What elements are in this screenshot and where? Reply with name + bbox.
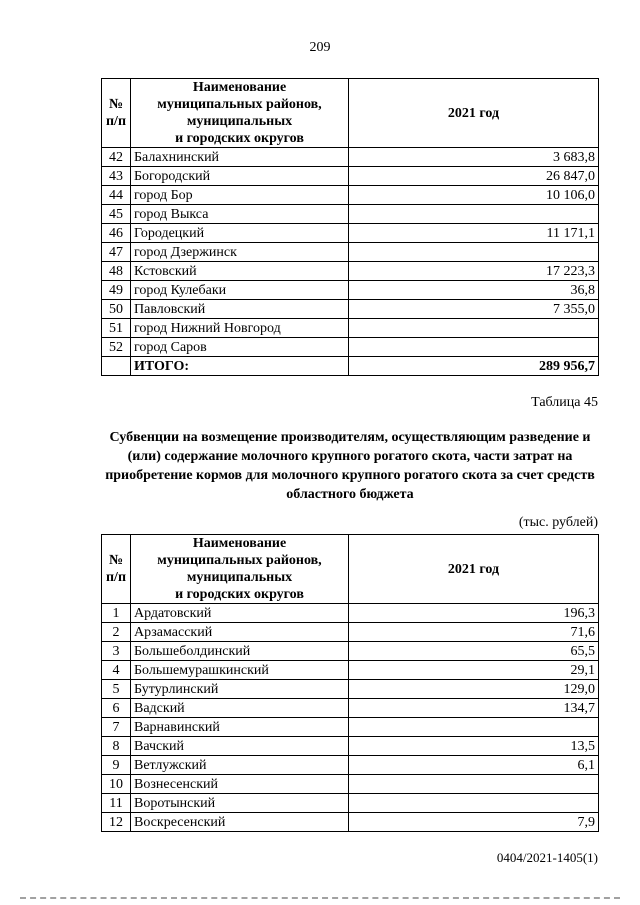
row-value: 6,1 [349,756,599,775]
row-number: 44 [102,186,131,205]
row-value: 11 171,1 [349,224,599,243]
table-body [102,604,599,832]
table-row [102,205,599,224]
row-number: 50 [102,300,131,319]
table-row [102,148,599,167]
table-row [102,167,599,186]
total-label: ИТОГО: [131,357,349,376]
row-value: 17 223,3 [349,262,599,281]
row-name: Варнавинский [131,718,349,737]
row-number: 1 [102,604,131,623]
row-name: город Выкса [131,205,349,224]
table-row [102,775,599,794]
subsidy-table-continued [101,78,599,376]
row-name: город Кулебаки [131,281,349,300]
section-title: Субвенции на возмещение производителям, осуществляющим разведение и (или) содержание молочного крупного рогатого скота, части затрат на приобретение кормов для молочного крупного рогатого скота за счет средств областного бюджета [105,430,595,502]
row-value: 71,6 [349,623,599,642]
header-number: № п/п [102,79,131,148]
row-name: Большемурашкинский [131,661,349,680]
row-name: Бутурлинский [131,680,349,699]
row-value: 7,9 [349,813,599,832]
row-name: Богородский [131,167,349,186]
row-value [349,794,599,813]
row-value [349,775,599,794]
row-name: Вознесенский [131,775,349,794]
row-number: 4 [102,661,131,680]
row-name: Арзамасский [131,623,349,642]
page-number: 209 [309,40,331,55]
table-row [102,794,599,813]
row-name: город Саров [131,338,349,357]
table-row [102,262,599,281]
header-year: 2021 год [349,79,599,148]
table-row [102,813,599,832]
row-name: Вадский [131,699,349,718]
table-row [102,604,599,623]
row-value: 13,5 [349,737,599,756]
row-value: 29,1 [349,661,599,680]
table-row [102,642,599,661]
table-caption: Таблица 45 [531,395,598,410]
row-value [349,718,599,737]
row-name: Ветлужский [131,756,349,775]
row-value [349,319,599,338]
header-number: № п/п [102,535,131,604]
table-row [102,756,599,775]
subsidy-table-45 [101,534,599,832]
row-value [349,205,599,224]
row-number: 45 [102,205,131,224]
row-number: 6 [102,699,131,718]
row-number: 43 [102,167,131,186]
row-value: 36,8 [349,281,599,300]
row-value: 129,0 [349,680,599,699]
row-name: Воротынский [131,794,349,813]
row-number: 52 [102,338,131,357]
row-value: 7 355,0 [349,300,599,319]
row-number: 5 [102,680,131,699]
header-name: Наименование муниципальных районов, муниципальных и городских округов [131,79,349,148]
row-number: 3 [102,642,131,661]
table-row [102,680,599,699]
row-number: 51 [102,319,131,338]
row-number: 12 [102,813,131,832]
row-number: 7 [102,718,131,737]
row-name: Большеболдинский [131,642,349,661]
row-number: 49 [102,281,131,300]
row-name: Кстовский [131,262,349,281]
row-number: 48 [102,262,131,281]
table-body [102,148,599,376]
row-value: 10 106,0 [349,186,599,205]
table-row [102,661,599,680]
table-row [102,224,599,243]
table-row [102,338,599,357]
row-number: 10 [102,775,131,794]
unit-label: (тыс. рублей) [518,515,598,530]
total-number [102,357,131,376]
row-name: Вачский [131,737,349,756]
row-name: город Дзержинск [131,243,349,262]
row-value: 26 847,0 [349,167,599,186]
row-value [349,338,599,357]
row-number: 46 [102,224,131,243]
table-row [102,623,599,642]
table-row [102,243,599,262]
table-row [102,281,599,300]
row-value: 134,7 [349,699,599,718]
row-name: город Бор [131,186,349,205]
row-name: Городецкий [131,224,349,243]
table-header-row [102,79,599,148]
row-number: 11 [102,794,131,813]
table-row [102,737,599,756]
row-value: 196,3 [349,604,599,623]
row-name: Ардатовский [131,604,349,623]
scan-edge-line [20,897,620,902]
total-value: 289 956,7 [349,357,599,376]
row-number: 8 [102,737,131,756]
table-row [102,319,599,338]
row-number: 9 [102,756,131,775]
row-name: город Нижний Новгород [131,319,349,338]
row-value: 65,5 [349,642,599,661]
table-header-row [102,535,599,604]
table-row [102,699,599,718]
row-number: 47 [102,243,131,262]
header-year: 2021 год [349,535,599,604]
row-name: Павловский [131,300,349,319]
row-name: Воскресенский [131,813,349,832]
row-number: 2 [102,623,131,642]
row-number: 42 [102,148,131,167]
total-row [102,357,599,376]
row-value: 3 683,8 [349,148,599,167]
table-row [102,300,599,319]
header-name: Наименование муниципальных районов, муниципальных и городских округов [131,535,349,604]
table-row [102,718,599,737]
table-row [102,186,599,205]
row-name: Балахнинский [131,148,349,167]
document-code: 0404/2021-1405(1) [496,850,598,865]
row-value [349,243,599,262]
